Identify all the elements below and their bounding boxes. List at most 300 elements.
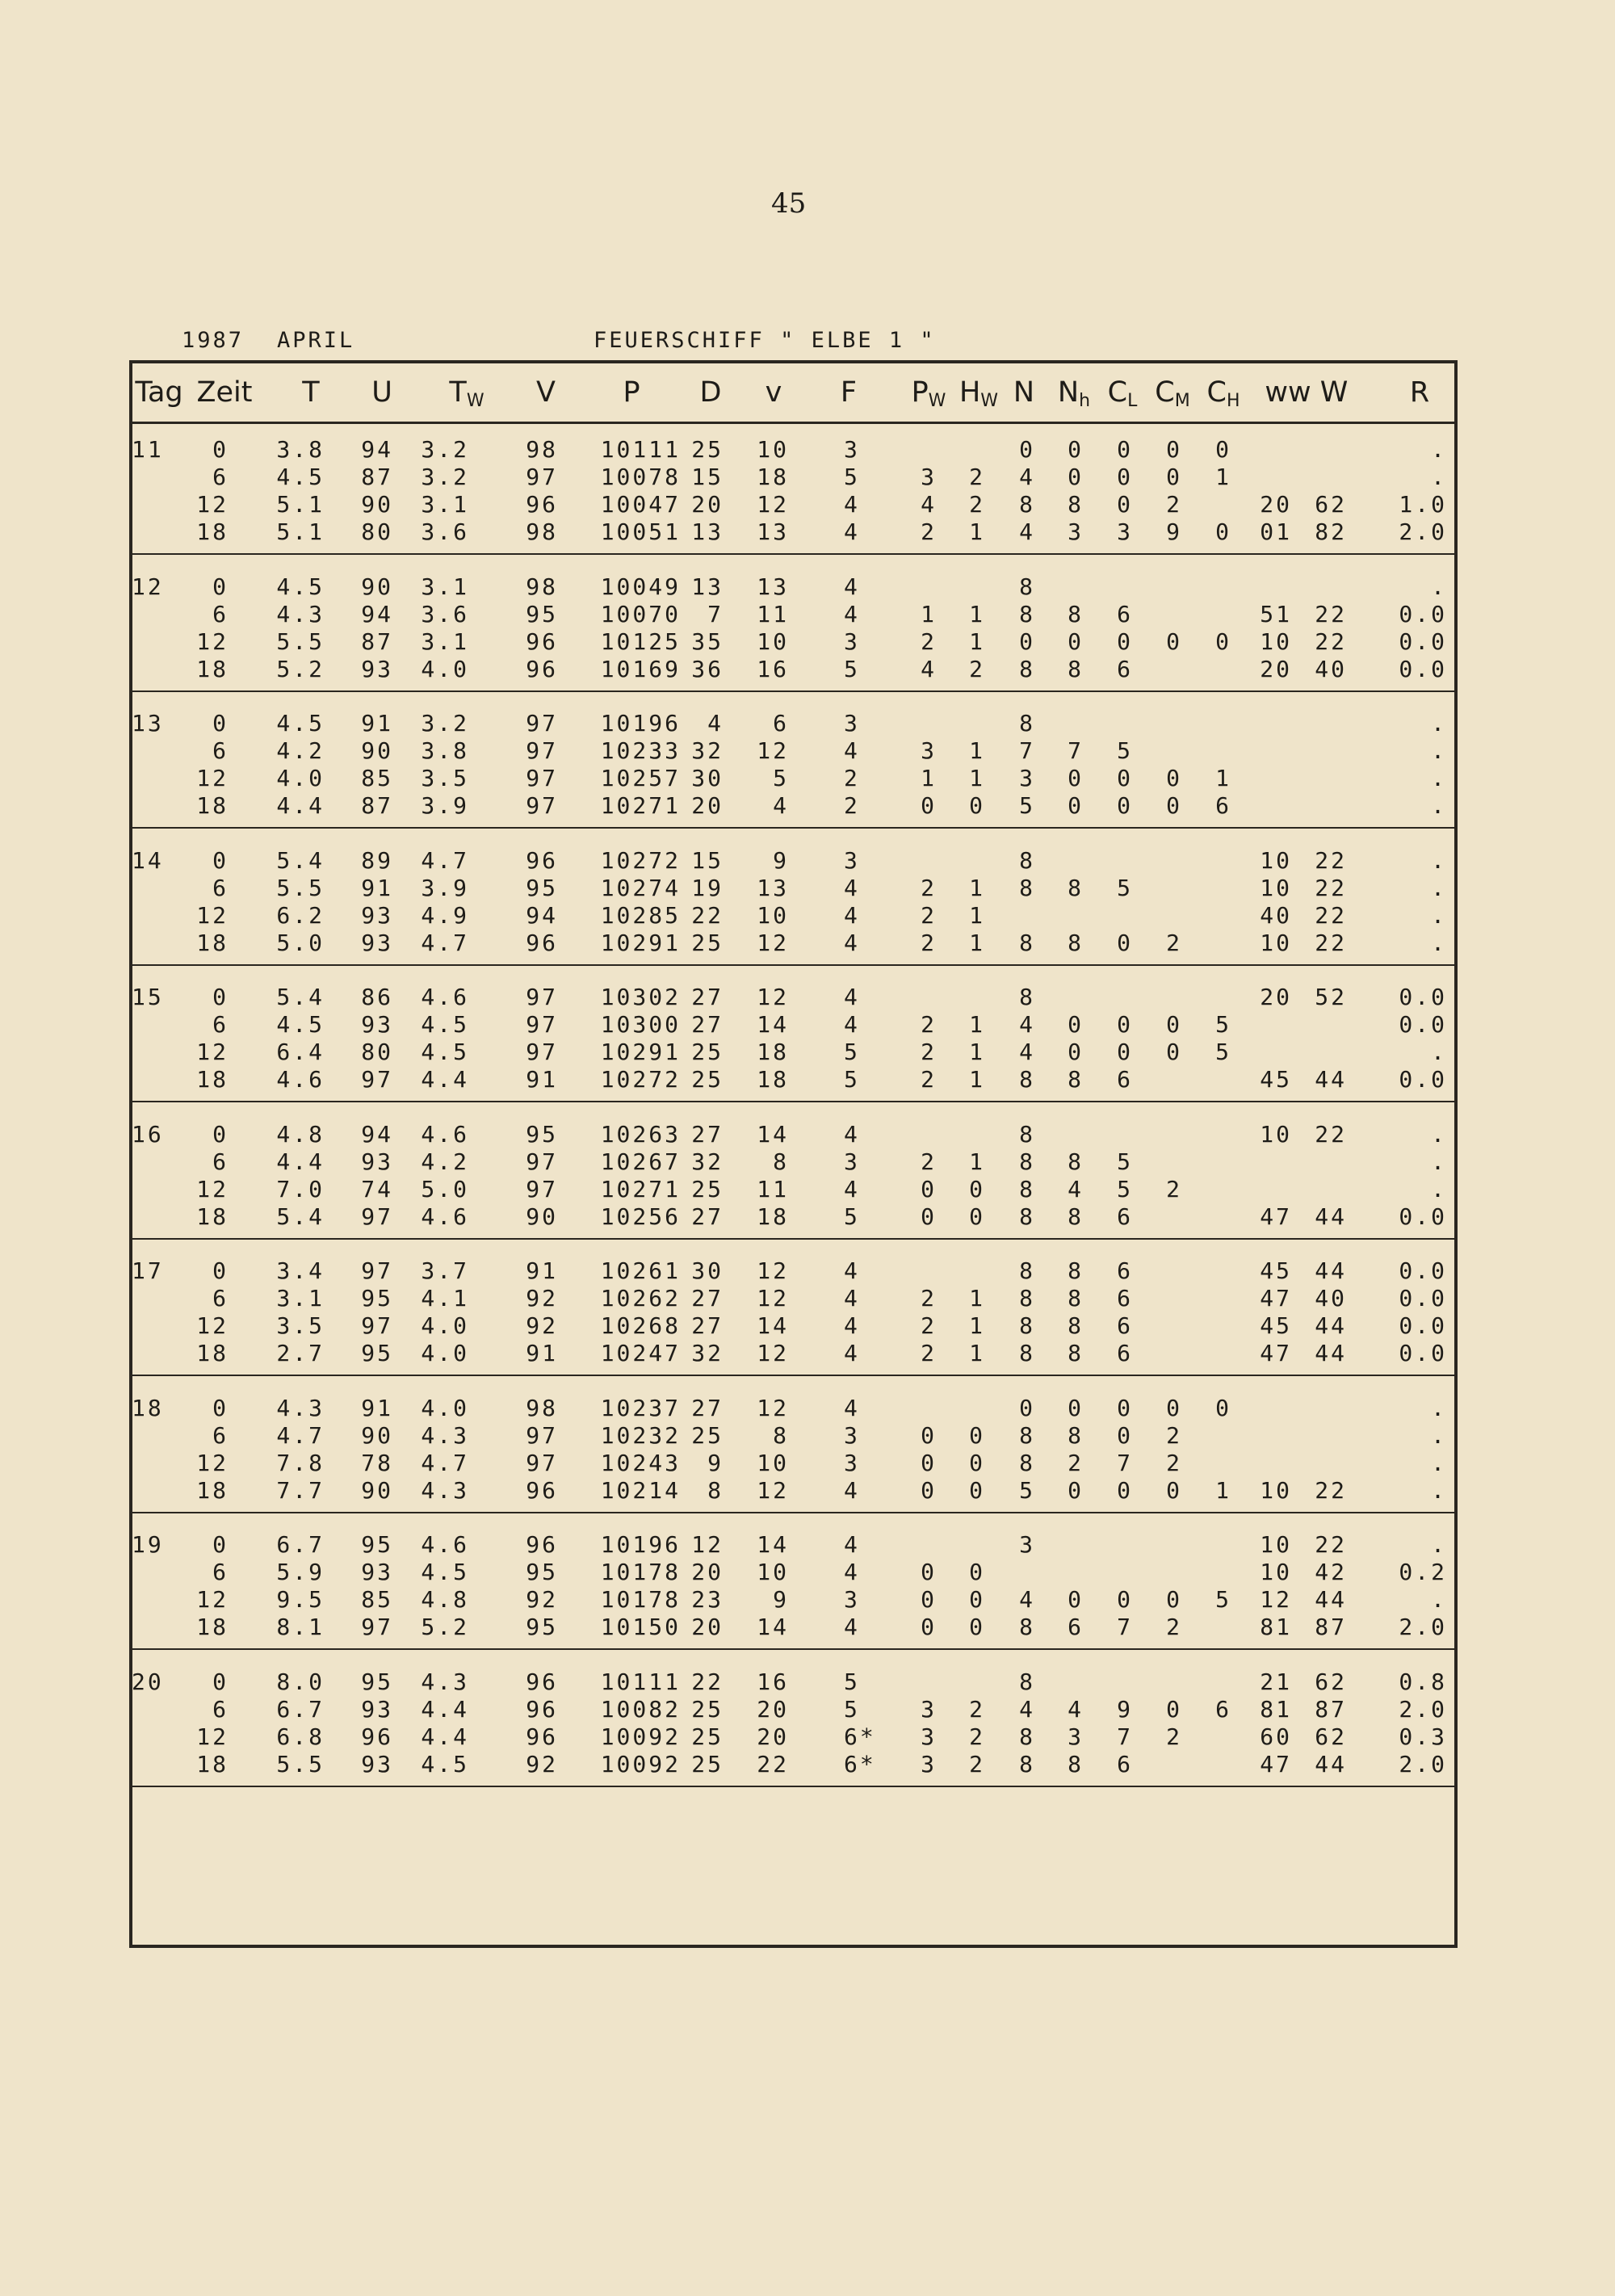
- cell-u: 85: [361, 1586, 393, 1613]
- cell-p: 10049: [600, 573, 681, 600]
- cell-zeit: 6: [212, 1695, 229, 1723]
- cell-pw: 2: [921, 1011, 937, 1038]
- cell-p: 10082: [600, 1695, 681, 1723]
- cell-t: 3.8: [276, 436, 325, 463]
- cell-t: 4.4: [276, 792, 325, 819]
- cell-u: 78: [361, 1449, 393, 1476]
- cell-pw: 3: [921, 464, 937, 490]
- cell-d: 20: [691, 792, 724, 819]
- cell-v-big: 98: [526, 518, 558, 545]
- cell-v-small: 12: [757, 929, 789, 956]
- cell-zeit: 6: [212, 1148, 229, 1175]
- cell-hw: 0: [969, 1175, 985, 1203]
- column-header-label: T: [302, 376, 320, 409]
- cell-ww: 81: [1260, 1614, 1292, 1640]
- cell-nh: 8: [1068, 1148, 1084, 1175]
- caption-station: FEUERSCHIFF " ELBE 1 ": [594, 328, 936, 353]
- cell-cl: 9: [1117, 1695, 1133, 1723]
- cell-n: 8: [1019, 874, 1035, 901]
- column-header-label: T: [449, 376, 467, 409]
- cell-r: .: [1431, 765, 1447, 791]
- cell-d: 27: [691, 1312, 724, 1339]
- cell-w: 62: [1315, 491, 1347, 518]
- day-divider: [132, 827, 1454, 829]
- cell-d: 13: [691, 573, 724, 600]
- cell-r: 2.0: [1399, 1695, 1447, 1723]
- cell-w: 87: [1315, 1695, 1347, 1723]
- cell-zeit: 0: [212, 710, 229, 737]
- cell-v-big: 96: [526, 1531, 558, 1558]
- cell-v-big: 95: [526, 1614, 558, 1640]
- cell-tw: 4.5: [421, 1011, 469, 1038]
- cell-f: 4: [844, 874, 860, 901]
- cell-p: 10274: [600, 874, 681, 901]
- day-divider: [132, 964, 1454, 966]
- cell-cl: 0: [1117, 464, 1133, 490]
- cell-hw: 2: [969, 1750, 985, 1778]
- cell-w: 44: [1315, 1312, 1347, 1339]
- cell-pw: 2: [921, 1340, 937, 1366]
- cell-u: 93: [361, 1011, 393, 1038]
- cell-r: 2.0: [1399, 1614, 1447, 1640]
- cell-cl: 0: [1117, 1421, 1133, 1449]
- cell-u: 93: [361, 901, 393, 929]
- cell-d: 25: [691, 1066, 724, 1093]
- column-header-label: C: [1206, 376, 1227, 409]
- cell-zeit: 0: [212, 436, 229, 463]
- cell-n: 8: [1019, 1175, 1035, 1203]
- cell-t: 3.4: [276, 1257, 325, 1284]
- cell-n: 5: [1019, 792, 1035, 819]
- cell-p: 10267: [600, 1148, 681, 1175]
- cell-v-big: 91: [526, 1257, 558, 1284]
- cell-zeit: 6: [212, 1285, 229, 1312]
- cell-u: 95: [361, 1340, 393, 1366]
- cell-ww: 40: [1260, 901, 1292, 929]
- cell-tw: 4.9: [421, 901, 469, 929]
- day-label: 12: [132, 573, 164, 600]
- cell-tw: 4.4: [421, 1695, 469, 1723]
- cell-u: 93: [361, 929, 393, 956]
- cell-w: 87: [1315, 1614, 1347, 1640]
- cell-v-big: 97: [526, 792, 558, 819]
- cell-p: 10271: [600, 792, 681, 819]
- cell-cm: 0: [1166, 436, 1182, 463]
- cell-f: 4: [844, 737, 860, 764]
- cell-r: 0.0: [1399, 628, 1447, 655]
- cell-tw: 3.9: [421, 874, 469, 901]
- cell-ww: 20: [1260, 984, 1292, 1010]
- cell-ch: 0: [1215, 518, 1231, 545]
- cell-u: 97: [361, 1203, 393, 1230]
- cell-v-small: 12: [757, 984, 789, 1010]
- cell-nh: 0: [1068, 1039, 1084, 1065]
- cell-pw: 2: [921, 518, 937, 545]
- cell-p: 10261: [600, 1257, 681, 1284]
- cell-hw: 0: [969, 1614, 985, 1640]
- cell-v-big: 97: [526, 464, 558, 490]
- cell-w: 22: [1315, 929, 1347, 956]
- column-header-label: P: [623, 376, 640, 409]
- column-header-n: [1013, 376, 1034, 409]
- cell-pw: 1: [921, 600, 937, 628]
- cell-f: 3: [844, 1586, 860, 1613]
- column-header-d: [700, 376, 722, 409]
- cell-r: .: [1431, 1449, 1447, 1476]
- column-header-subscript: h: [1079, 391, 1091, 411]
- cell-d: 25: [691, 929, 724, 956]
- cell-n: 8: [1019, 1312, 1035, 1339]
- cell-nh: 4: [1068, 1175, 1084, 1203]
- cell-n: 4: [1019, 518, 1035, 545]
- cell-ch: 1: [1215, 765, 1231, 791]
- cell-d: 22: [691, 1668, 724, 1695]
- cell-zeit: 12: [196, 628, 229, 655]
- cell-t: 5.5: [276, 1750, 325, 1778]
- cell-nh: 4: [1068, 1695, 1084, 1723]
- cell-hw: 1: [969, 600, 985, 628]
- cell-n: 4: [1019, 1011, 1035, 1038]
- column-header-cl: [1108, 376, 1138, 411]
- cell-tw: 4.3: [421, 1421, 469, 1449]
- cell-v-small: 12: [757, 737, 789, 764]
- cell-t: 6.7: [276, 1531, 325, 1558]
- cell-cm: 2: [1166, 1175, 1182, 1203]
- cell-n: 8: [1019, 1723, 1035, 1750]
- cell-r: 0.0: [1399, 1257, 1447, 1284]
- cell-tw: 4.7: [421, 929, 469, 956]
- column-header-w: [1320, 376, 1349, 409]
- cell-ch: 6: [1215, 792, 1231, 819]
- day-divider: [132, 1101, 1454, 1102]
- cell-p: 10196: [600, 710, 681, 737]
- cell-ww: 45: [1260, 1257, 1292, 1284]
- cell-w: 44: [1315, 1257, 1347, 1284]
- cell-t: 4.7: [276, 1421, 325, 1449]
- cell-d: 25: [691, 1695, 724, 1723]
- cell-r: .: [1431, 1531, 1447, 1558]
- cell-u: 97: [361, 1257, 393, 1284]
- cell-zeit: 12: [196, 901, 229, 929]
- cell-tw: 4.2: [421, 1148, 469, 1175]
- cell-n: 8: [1019, 491, 1035, 518]
- cell-v-big: 95: [526, 1120, 558, 1148]
- cell-nh: 0: [1068, 1011, 1084, 1038]
- cell-d: 25: [691, 1421, 724, 1449]
- day-label: 13: [132, 710, 164, 737]
- cell-nh: 8: [1068, 491, 1084, 518]
- cell-ww: 10: [1260, 1120, 1292, 1148]
- cell-zeit: 6: [212, 737, 229, 764]
- cell-r: .: [1431, 792, 1447, 819]
- cell-v-big: 97: [526, 1175, 558, 1203]
- cell-n: 8: [1019, 1449, 1035, 1476]
- cell-hw: 1: [969, 1285, 985, 1312]
- cell-tw: 4.0: [421, 1394, 469, 1421]
- cell-n: 8: [1019, 573, 1035, 600]
- cell-u: 87: [361, 628, 393, 655]
- cell-cl: 6: [1117, 1340, 1133, 1366]
- cell-u: 93: [361, 1750, 393, 1778]
- cell-hw: 2: [969, 491, 985, 518]
- cell-u: 93: [361, 1559, 393, 1585]
- cell-r: .: [1431, 1148, 1447, 1175]
- cell-cl: 6: [1117, 1203, 1133, 1230]
- cell-d: 32: [691, 1340, 724, 1366]
- cell-pw: 2: [921, 901, 937, 929]
- cell-tw: 4.4: [421, 1066, 469, 1093]
- caption-year: 1987: [182, 328, 245, 353]
- cell-w: 22: [1315, 901, 1347, 929]
- cell-r: 0.0: [1399, 1203, 1447, 1230]
- cell-ch: 1: [1215, 464, 1231, 490]
- cell-zeit: 12: [196, 1449, 229, 1476]
- column-header-v_big: [536, 376, 556, 409]
- cell-u: 90: [361, 491, 393, 518]
- cell-ch: 0: [1215, 628, 1231, 655]
- cell-n: 8: [1019, 1750, 1035, 1778]
- cell-v-small: 16: [757, 655, 789, 682]
- column-header-zeit: [197, 376, 253, 409]
- day-divider: [132, 1238, 1454, 1240]
- cell-v-small: 10: [757, 1449, 789, 1476]
- cell-ww: 20: [1260, 491, 1292, 518]
- day-divider: [132, 690, 1454, 692]
- cell-nh: 3: [1068, 518, 1084, 545]
- cell-v-small: 12: [757, 1476, 789, 1504]
- cell-ww: 10: [1260, 628, 1292, 655]
- column-header-t: [302, 376, 319, 409]
- cell-cl: 0: [1117, 628, 1133, 655]
- cell-ww: 10: [1260, 846, 1292, 874]
- cell-tw: 3.1: [421, 573, 469, 600]
- cell-u: 87: [361, 792, 393, 819]
- column-header-u: [371, 376, 392, 409]
- cell-f: 4: [844, 1285, 860, 1312]
- cell-hw: 2: [969, 464, 985, 490]
- cell-r: .: [1431, 737, 1447, 764]
- cell-ww: 21: [1260, 1668, 1292, 1695]
- cell-hw: 1: [969, 1148, 985, 1175]
- cell-v-big: 96: [526, 1668, 558, 1695]
- cell-d: 30: [691, 1257, 724, 1284]
- cell-pw: 3: [921, 1750, 937, 1778]
- cell-f: 2: [844, 765, 860, 791]
- cell-u: 80: [361, 1039, 393, 1065]
- cell-u: 95: [361, 1531, 393, 1558]
- cell-p: 10233: [600, 737, 681, 764]
- cell-r: .: [1431, 710, 1447, 737]
- cell-p: 10257: [600, 765, 681, 791]
- cell-hw: 1: [969, 737, 985, 764]
- cell-tw: 4.3: [421, 1476, 469, 1504]
- cell-tw: 3.2: [421, 710, 469, 737]
- cell-v-big: 96: [526, 1723, 558, 1750]
- cell-t: 4.5: [276, 464, 325, 490]
- column-header-label: C: [1107, 376, 1128, 409]
- cell-t: 4.8: [276, 1120, 325, 1148]
- column-header-label: U: [371, 376, 392, 409]
- cell-v-small: 22: [757, 1750, 789, 1778]
- cell-cm: 0: [1166, 765, 1182, 791]
- cell-hw: 2: [969, 655, 985, 682]
- cell-t: 5.4: [276, 1203, 325, 1230]
- cell-p: 10271: [600, 1175, 681, 1203]
- cell-pw: 4: [921, 491, 937, 518]
- cell-p: 10111: [600, 1668, 681, 1695]
- cell-pw: 2: [921, 1066, 937, 1093]
- cell-hw: 0: [969, 1449, 985, 1476]
- cell-p: 10178: [600, 1559, 681, 1585]
- cell-p: 10263: [600, 1120, 681, 1148]
- cell-pw: 0: [921, 1586, 937, 1613]
- cell-zeit: 0: [212, 1668, 229, 1695]
- cell-nh: 8: [1068, 655, 1084, 682]
- cell-v-big: 91: [526, 1340, 558, 1366]
- day-label: 14: [132, 846, 164, 874]
- cell-tw: 3.2: [421, 436, 469, 463]
- column-header-label: V: [536, 376, 556, 409]
- cell-t: 8.0: [276, 1668, 325, 1695]
- cell-cm: 0: [1166, 1039, 1182, 1065]
- cell-tw: 4.5: [421, 1559, 469, 1585]
- cell-r: .: [1431, 874, 1447, 901]
- cell-ww: 20: [1260, 655, 1292, 682]
- cell-cl: 0: [1117, 1586, 1133, 1613]
- cell-tw: 4.6: [421, 1531, 469, 1558]
- cell-r: .: [1431, 929, 1447, 956]
- cell-u: 91: [361, 1394, 393, 1421]
- cell-v-small: 14: [757, 1614, 789, 1640]
- cell-d: 25: [691, 1750, 724, 1778]
- cell-v-big: 95: [526, 600, 558, 628]
- cell-w: 40: [1315, 655, 1347, 682]
- cell-t: 4.5: [276, 1011, 325, 1038]
- cell-nh: 6: [1068, 1614, 1084, 1640]
- cell-hw: 0: [969, 1559, 985, 1585]
- cell-p: 10125: [600, 628, 681, 655]
- cell-t: 4.3: [276, 600, 325, 628]
- cell-pw: 3: [921, 1723, 937, 1750]
- column-header-label: Zeit: [196, 376, 253, 409]
- header-divider: [132, 422, 1454, 424]
- column-header-ww: [1265, 376, 1311, 409]
- cell-u: 91: [361, 874, 393, 901]
- cell-nh: 8: [1068, 600, 1084, 628]
- cell-t: 4.6: [276, 1066, 325, 1093]
- cell-d: 27: [691, 1011, 724, 1038]
- cell-cm: 0: [1166, 1476, 1182, 1504]
- cell-f: 6*: [844, 1723, 876, 1750]
- cell-ww: 10: [1260, 929, 1292, 956]
- cell-hw: 1: [969, 518, 985, 545]
- cell-f: 4: [844, 1257, 860, 1284]
- column-header-subscript: W: [466, 391, 484, 411]
- cell-v-big: 96: [526, 491, 558, 518]
- column-header-label: N: [1057, 376, 1080, 409]
- cell-d: 13: [691, 518, 724, 545]
- cell-pw: 2: [921, 628, 937, 655]
- cell-f: 3: [844, 1449, 860, 1476]
- cell-tw: 3.2: [421, 464, 469, 490]
- day-label: 20: [132, 1668, 164, 1695]
- day-divider: [132, 1375, 1454, 1376]
- cell-u: 94: [361, 1120, 393, 1148]
- column-header-label: Tag: [135, 376, 183, 409]
- cell-cl: 7: [1117, 1449, 1133, 1476]
- cell-zeit: 12: [196, 491, 229, 518]
- cell-tw: 3.1: [421, 491, 469, 518]
- day-label: 18: [132, 1394, 164, 1421]
- cell-d: 19: [691, 874, 724, 901]
- cell-v-big: 90: [526, 1203, 558, 1230]
- cell-tw: 4.7: [421, 1449, 469, 1476]
- cell-zeit: 12: [196, 1039, 229, 1065]
- cell-pw: 3: [921, 1695, 937, 1723]
- cell-hw: 1: [969, 929, 985, 956]
- cell-cm: 2: [1166, 1723, 1182, 1750]
- cell-u: 95: [361, 1285, 393, 1312]
- column-header-label: R: [1409, 376, 1430, 409]
- cell-v-small: 16: [757, 1668, 789, 1695]
- cell-cm: 0: [1166, 1695, 1182, 1723]
- cell-v-big: 96: [526, 655, 558, 682]
- cell-n: 0: [1019, 1394, 1035, 1421]
- cell-d: 25: [691, 1723, 724, 1750]
- cell-w: 52: [1315, 984, 1347, 1010]
- cell-d: 32: [691, 737, 724, 764]
- column-header-label: D: [699, 376, 722, 409]
- cell-u: 90: [361, 737, 393, 764]
- cell-w: 22: [1315, 1120, 1347, 1148]
- cell-r: 0.0: [1399, 1066, 1447, 1093]
- cell-d: 20: [691, 491, 724, 518]
- cell-ww: 47: [1260, 1340, 1292, 1366]
- cell-u: 90: [361, 573, 393, 600]
- cell-w: 22: [1315, 874, 1347, 901]
- cell-p: 10272: [600, 846, 681, 874]
- cell-cl: 6: [1117, 1257, 1133, 1284]
- cell-cl: 5: [1117, 1175, 1133, 1203]
- cell-r: .: [1431, 1175, 1447, 1203]
- cell-ch: 5: [1215, 1011, 1231, 1038]
- cell-nh: 3: [1068, 1723, 1084, 1750]
- cell-cl: 0: [1117, 436, 1133, 463]
- cell-f: 5: [844, 464, 860, 490]
- cell-v-big: 95: [526, 874, 558, 901]
- cell-nh: 8: [1068, 1285, 1084, 1312]
- cell-r: 0.3: [1399, 1723, 1447, 1750]
- cell-w: 44: [1315, 1203, 1347, 1230]
- cell-f: 4: [844, 1476, 860, 1504]
- cell-hw: 0: [969, 1421, 985, 1449]
- column-header-subscript: H: [1226, 391, 1240, 411]
- cell-r: .: [1431, 1039, 1447, 1065]
- cell-d: 4: [707, 710, 724, 737]
- cell-p: 10243: [600, 1449, 681, 1476]
- cell-v-small: 18: [757, 1203, 789, 1230]
- cell-p: 10291: [600, 1039, 681, 1065]
- column-header-cm: [1155, 376, 1189, 411]
- cell-f: 3: [844, 436, 860, 463]
- cell-zeit: 0: [212, 1120, 229, 1148]
- cell-d: 32: [691, 1148, 724, 1175]
- cell-pw: 3: [921, 737, 937, 764]
- cell-u: 97: [361, 1312, 393, 1339]
- cell-v-big: 97: [526, 1449, 558, 1476]
- cell-n: 8: [1019, 1668, 1035, 1695]
- cell-u: 90: [361, 1421, 393, 1449]
